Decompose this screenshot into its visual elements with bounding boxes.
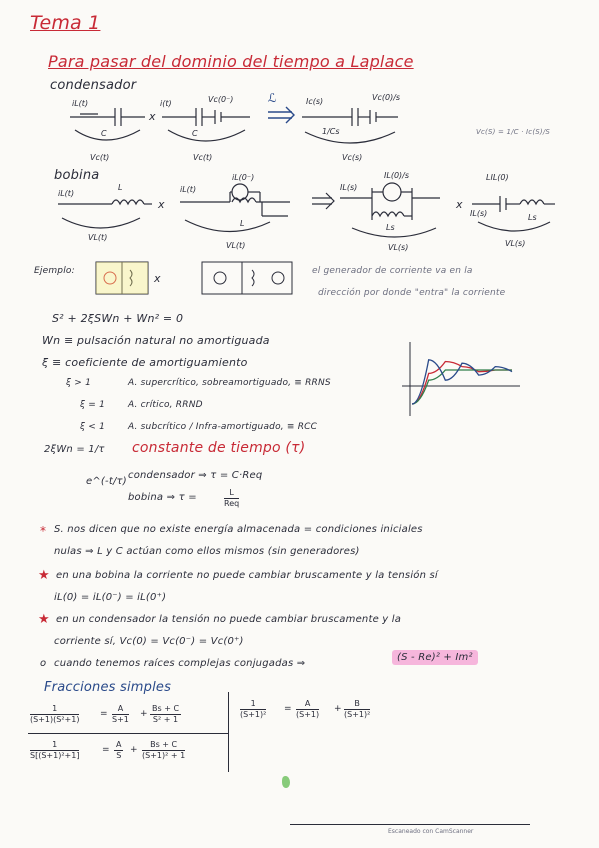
c2-current: i(t) (160, 99, 172, 108)
case-1-cond: ξ > 1 (66, 378, 92, 388)
c3-voltage: Vc(s) (342, 153, 363, 162)
note-7-mark: o (40, 658, 47, 669)
note-2: nulas ⇒ L y C actúan como ellos mismos (sin generadores) (54, 546, 360, 557)
note-5: en un condensador la tensión no puede cambiar bruscamente y la (56, 614, 402, 625)
f3-eq: = (102, 745, 110, 755)
f3-plus: + (130, 745, 138, 755)
f2-lhs-num: 1 (240, 700, 266, 710)
bobina-heading: bobina (54, 168, 100, 183)
f1-lhs (30, 705, 79, 724)
note-6: corriente sí, Vc(0) = Vc(0⁻) = Vc(0⁺) (54, 636, 244, 647)
f1-b-num: Bs + C (152, 704, 180, 713)
f3-a (114, 741, 123, 760)
laplace-symbol: ℒ (268, 91, 277, 105)
f2-a (296, 700, 319, 719)
c3-current: Ic(s) (306, 97, 324, 106)
tau-condensador: condensador ⇒ τ = C·Req (128, 470, 263, 481)
b2-source: iL(0⁻) (232, 173, 255, 182)
times-1: x (149, 110, 156, 123)
b2-ind: L (240, 219, 245, 228)
tau-relation: 2ξWn = 1/τ (44, 444, 105, 455)
capacitor-note: Vc(S) = 1/C · Ic(S)/S (476, 128, 551, 136)
f2-lhs-den: (S+1)² (240, 710, 267, 719)
complex-roots-highlight: (S - Re)² + Im² (392, 650, 478, 665)
f3-b-num: Bs + C (142, 741, 185, 751)
f1-plus: + (140, 709, 148, 719)
f2-a-den: (S+1) (296, 710, 320, 719)
footer-rule (290, 824, 530, 825)
b1-current: iL(t) (58, 189, 75, 198)
f1-b-den: S² + 1 (152, 715, 179, 724)
f1-a-den: S+1 (112, 715, 129, 724)
f3-a-den: S (116, 751, 122, 760)
c3-source: Vc(0)/s (372, 93, 401, 102)
times-2: x (158, 198, 165, 211)
c1-voltage: Vc(t) (90, 153, 110, 162)
tau-heading: constante de tiempo (τ) (132, 440, 306, 456)
c1-current: iL(t) (72, 99, 89, 108)
f3-b (142, 741, 185, 760)
response-series-2 (412, 370, 512, 404)
condensador-heading: condensador (50, 78, 137, 93)
f1-lhs-num: 1 (30, 705, 79, 715)
c1-cap: C (101, 129, 107, 138)
c2-source: Vc(0⁻) (208, 95, 234, 104)
note-7: cuando tenemos raíces complejas conjugadas ⇒ (54, 658, 306, 669)
case-3-desc: A. subcrítico / Infra-amortiguado, ≡ RCC (128, 422, 318, 432)
note-3: en una bobina la corriente no puede cambiar bruscamente y la tensión sí (56, 570, 438, 581)
fracciones-heading: Fracciones simples (44, 680, 172, 695)
f2-b-num: B (344, 700, 370, 710)
fracciones-divider-v (228, 692, 229, 772)
example-circuits (92, 258, 302, 300)
tau-exponential: e^(-t/τ) (86, 476, 127, 487)
b1-voltage: VL(t) (88, 233, 108, 242)
c3-impedance: 1/Cs (322, 127, 340, 136)
tau-bobina: bobina ⇒ τ = (128, 492, 197, 503)
case-1-desc: A. supercrítico, sobreamortiguado, ≡ RRNS (128, 378, 331, 388)
section-title: Para pasar del dominio del tiempo a Laplace (48, 52, 414, 71)
f2-plus: + (334, 704, 342, 714)
case-2-desc: A. crítico, RRND (128, 400, 203, 410)
b3-voltage: VL(s) (388, 243, 409, 252)
f1-eq: = (100, 709, 108, 719)
tau-bobina-den: Req (224, 499, 240, 508)
f3-lhs-num: 1 (30, 741, 79, 751)
ejemplo-note-2: dirección por donde "entra" la corriente (318, 288, 506, 298)
f2-b-den: (S+1)² (344, 710, 371, 719)
note-3-mark: ★ (38, 568, 50, 583)
ejemplo-note-1: el generador de corriente va en la (312, 266, 473, 276)
characteristic-equation: S² + 2ξSWn + Wn² = 0 (52, 312, 184, 325)
times-3: x (456, 198, 463, 211)
note-1-mark: * (40, 524, 47, 538)
tau-bobina-fraction (224, 489, 239, 508)
b2-current: iL(t) (180, 185, 197, 194)
f3-b-den: (S+1)² + 1 (142, 751, 186, 760)
green-mark (282, 776, 290, 788)
f1-b (150, 705, 181, 724)
b4-current: IL(s) (470, 209, 488, 218)
f1-lhs-den: (S+1)(S²+1) (30, 715, 80, 724)
f1-a-num: A (112, 705, 129, 715)
step-response-chart (402, 340, 522, 420)
b1-ind: L (118, 183, 123, 192)
ejemplo-label: Ejemplo: (34, 266, 75, 276)
f3-lhs (30, 741, 79, 760)
f2-eq: = (284, 704, 292, 714)
f2-lhs (240, 700, 266, 719)
note-1: S. nos dicen que no existe energía almacenada = condiciones iniciales (54, 524, 423, 535)
f3-a-num: A (116, 740, 122, 749)
c2-voltage: Vc(t) (193, 153, 213, 162)
tau-bobina-num: L (224, 489, 239, 499)
b2-voltage: VL(t) (226, 241, 246, 250)
b4-voltage: VL(s) (505, 239, 526, 248)
c2-cap: C (192, 129, 198, 138)
case-3-cond: ξ < 1 (80, 422, 106, 432)
b3-current: IL(s) (340, 183, 358, 192)
page-title: Tema 1 (30, 12, 101, 34)
b3-source: IL(0)/s (384, 171, 410, 180)
f2-b (344, 700, 370, 719)
f1-a (112, 705, 129, 724)
times-4: x (154, 272, 161, 285)
wn-definition: Wn ≡ pulsación natural no amortiguada (42, 334, 270, 347)
scanner-footer: Escaneado con CamScanner (388, 828, 474, 835)
note-5-mark: ★ (38, 612, 50, 627)
xi-definition: ξ ≡ coeficiente de amortiguamiento (42, 356, 248, 369)
case-2-cond: ξ = 1 (80, 400, 106, 410)
f3-lhs-den: S[(S+1)²+1] (30, 751, 80, 760)
b3-ind: Ls (386, 223, 395, 232)
note-4: iL(0) = iL(0⁻) = iL(0⁺) (54, 592, 167, 603)
fracciones-divider-h (28, 733, 228, 734)
b4-source: LIL(0) (486, 173, 509, 182)
f2-a-num: A (296, 700, 319, 710)
b4-ind: Ls (528, 213, 537, 222)
